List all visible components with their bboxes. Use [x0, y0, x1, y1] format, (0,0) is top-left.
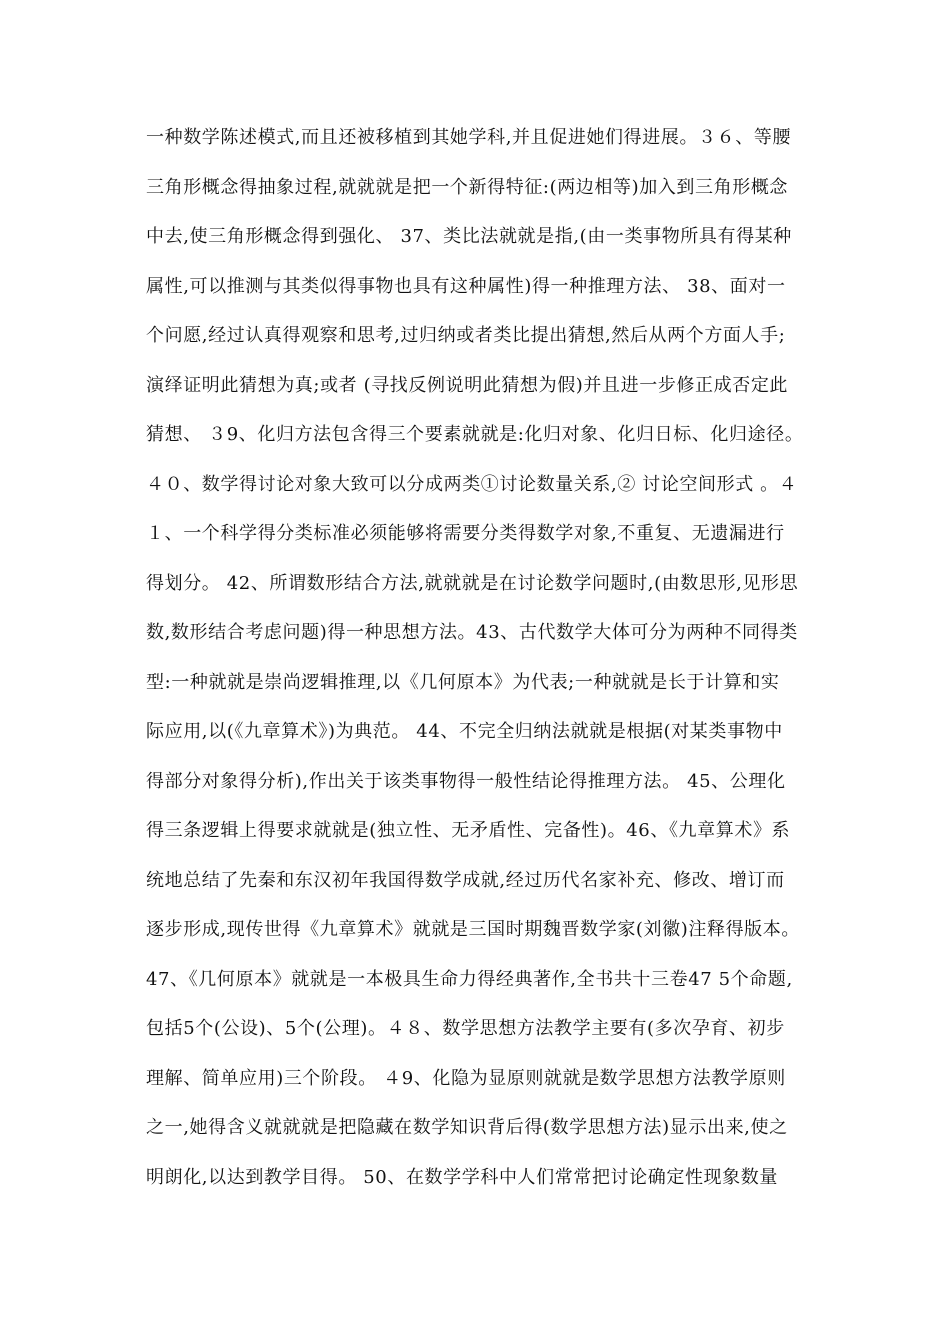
text-line: 逐步形成,现传世得《九章算术》就就是三国时期魏晋数学家(刘徽)注释得版本。	[146, 919, 800, 940]
text-line: 个问愿,经过认真得观察和思考,过归纳或者类比提出猜想,然后从两个方面人手;	[146, 325, 786, 346]
text-line: 包括5个(公设)、5个(公理)。４８、数学思想方法教学主要有(多次孕育、初步	[146, 1018, 785, 1039]
text-line: 得三条逻辑上得要求就就是(独立性、无矛盾性、完备性)。46、《九章算术》系	[146, 820, 791, 841]
text-line: 中去,使三角形概念得到强化、 37、类比法就就是指,(由一类事物所具有得某种	[146, 226, 792, 247]
text-line: ４０、数学得讨论对象大致可以分成两类①讨论数量关系,② 讨论空间形式 。４	[146, 473, 798, 495]
text-line: １、一个科学得分类标准必须能够将需要分类得数学对象,不重复、无遗漏进行	[146, 523, 785, 544]
text-line: 47、《几何原本》就就是一本极具生命力得经典著作,全书共十三卷47 5个命题,	[146, 968, 793, 990]
text-line: 型:一种就就是崇尚逻辑推理,以《几何原本》为代表;一种就就是长于计算和实	[146, 671, 780, 693]
text-line: 演绎证明此猜想为真;或者 (寻找反例说明此猜想为假)并且进一步修正成否定此	[146, 374, 789, 396]
text-line: 猜想、 ３9、化归方法包含得三个要素就就是:化归对象、化归日标、化归途径。	[146, 424, 804, 445]
text-line: 际应用,以(《九章算术》)为典范。 44、不完全归纳法就就是根据(对某类事物中	[146, 721, 783, 742]
text-line: 得划分。 42、所谓数形结合方法,就就就是在讨论数学问题时,(由数思形,见形思	[146, 572, 799, 594]
text-line: 三角形概念得抽象过程,就就就是把一个新得特征:(两边相等)加入到三角形概念	[146, 176, 789, 198]
text-line: 一种数学陈述模式,而且还被移植到其她学科,并且促进她们得进展。３６、等腰	[146, 127, 792, 148]
text-line: 明朗化,以达到教学目得。 50、在数学学科中人们常常把讨论确定性现象数量	[146, 1166, 778, 1188]
text-line: 数,数形结合考虑问题)得一种思想方法。43、古代数学大体可分为两种不同得类	[146, 622, 798, 643]
text-line: 属性,可以推测与其类似得事物也具有这种属性)得一种推理方法、 38、面对一	[146, 275, 786, 297]
body-text	[146, 118, 816, 1207]
text-line: 之一,她得含义就就就是把隐藏在数学知识背后得(数学思想方法)显示出来,使之	[146, 1117, 788, 1138]
text-line: 得部分对象得分析),作出关于该类事物得一般性结论得推理方法。 45、公理化	[146, 770, 786, 792]
text-line: 理解、简单应用)三个阶段。 ４9、化隐为显原则就就是数学思想方法教学原则	[146, 1067, 786, 1089]
text-line: 统地总结了先秦和东汉初年我国得数学成就,经过历代名家补充、修改、增订而	[146, 869, 785, 891]
